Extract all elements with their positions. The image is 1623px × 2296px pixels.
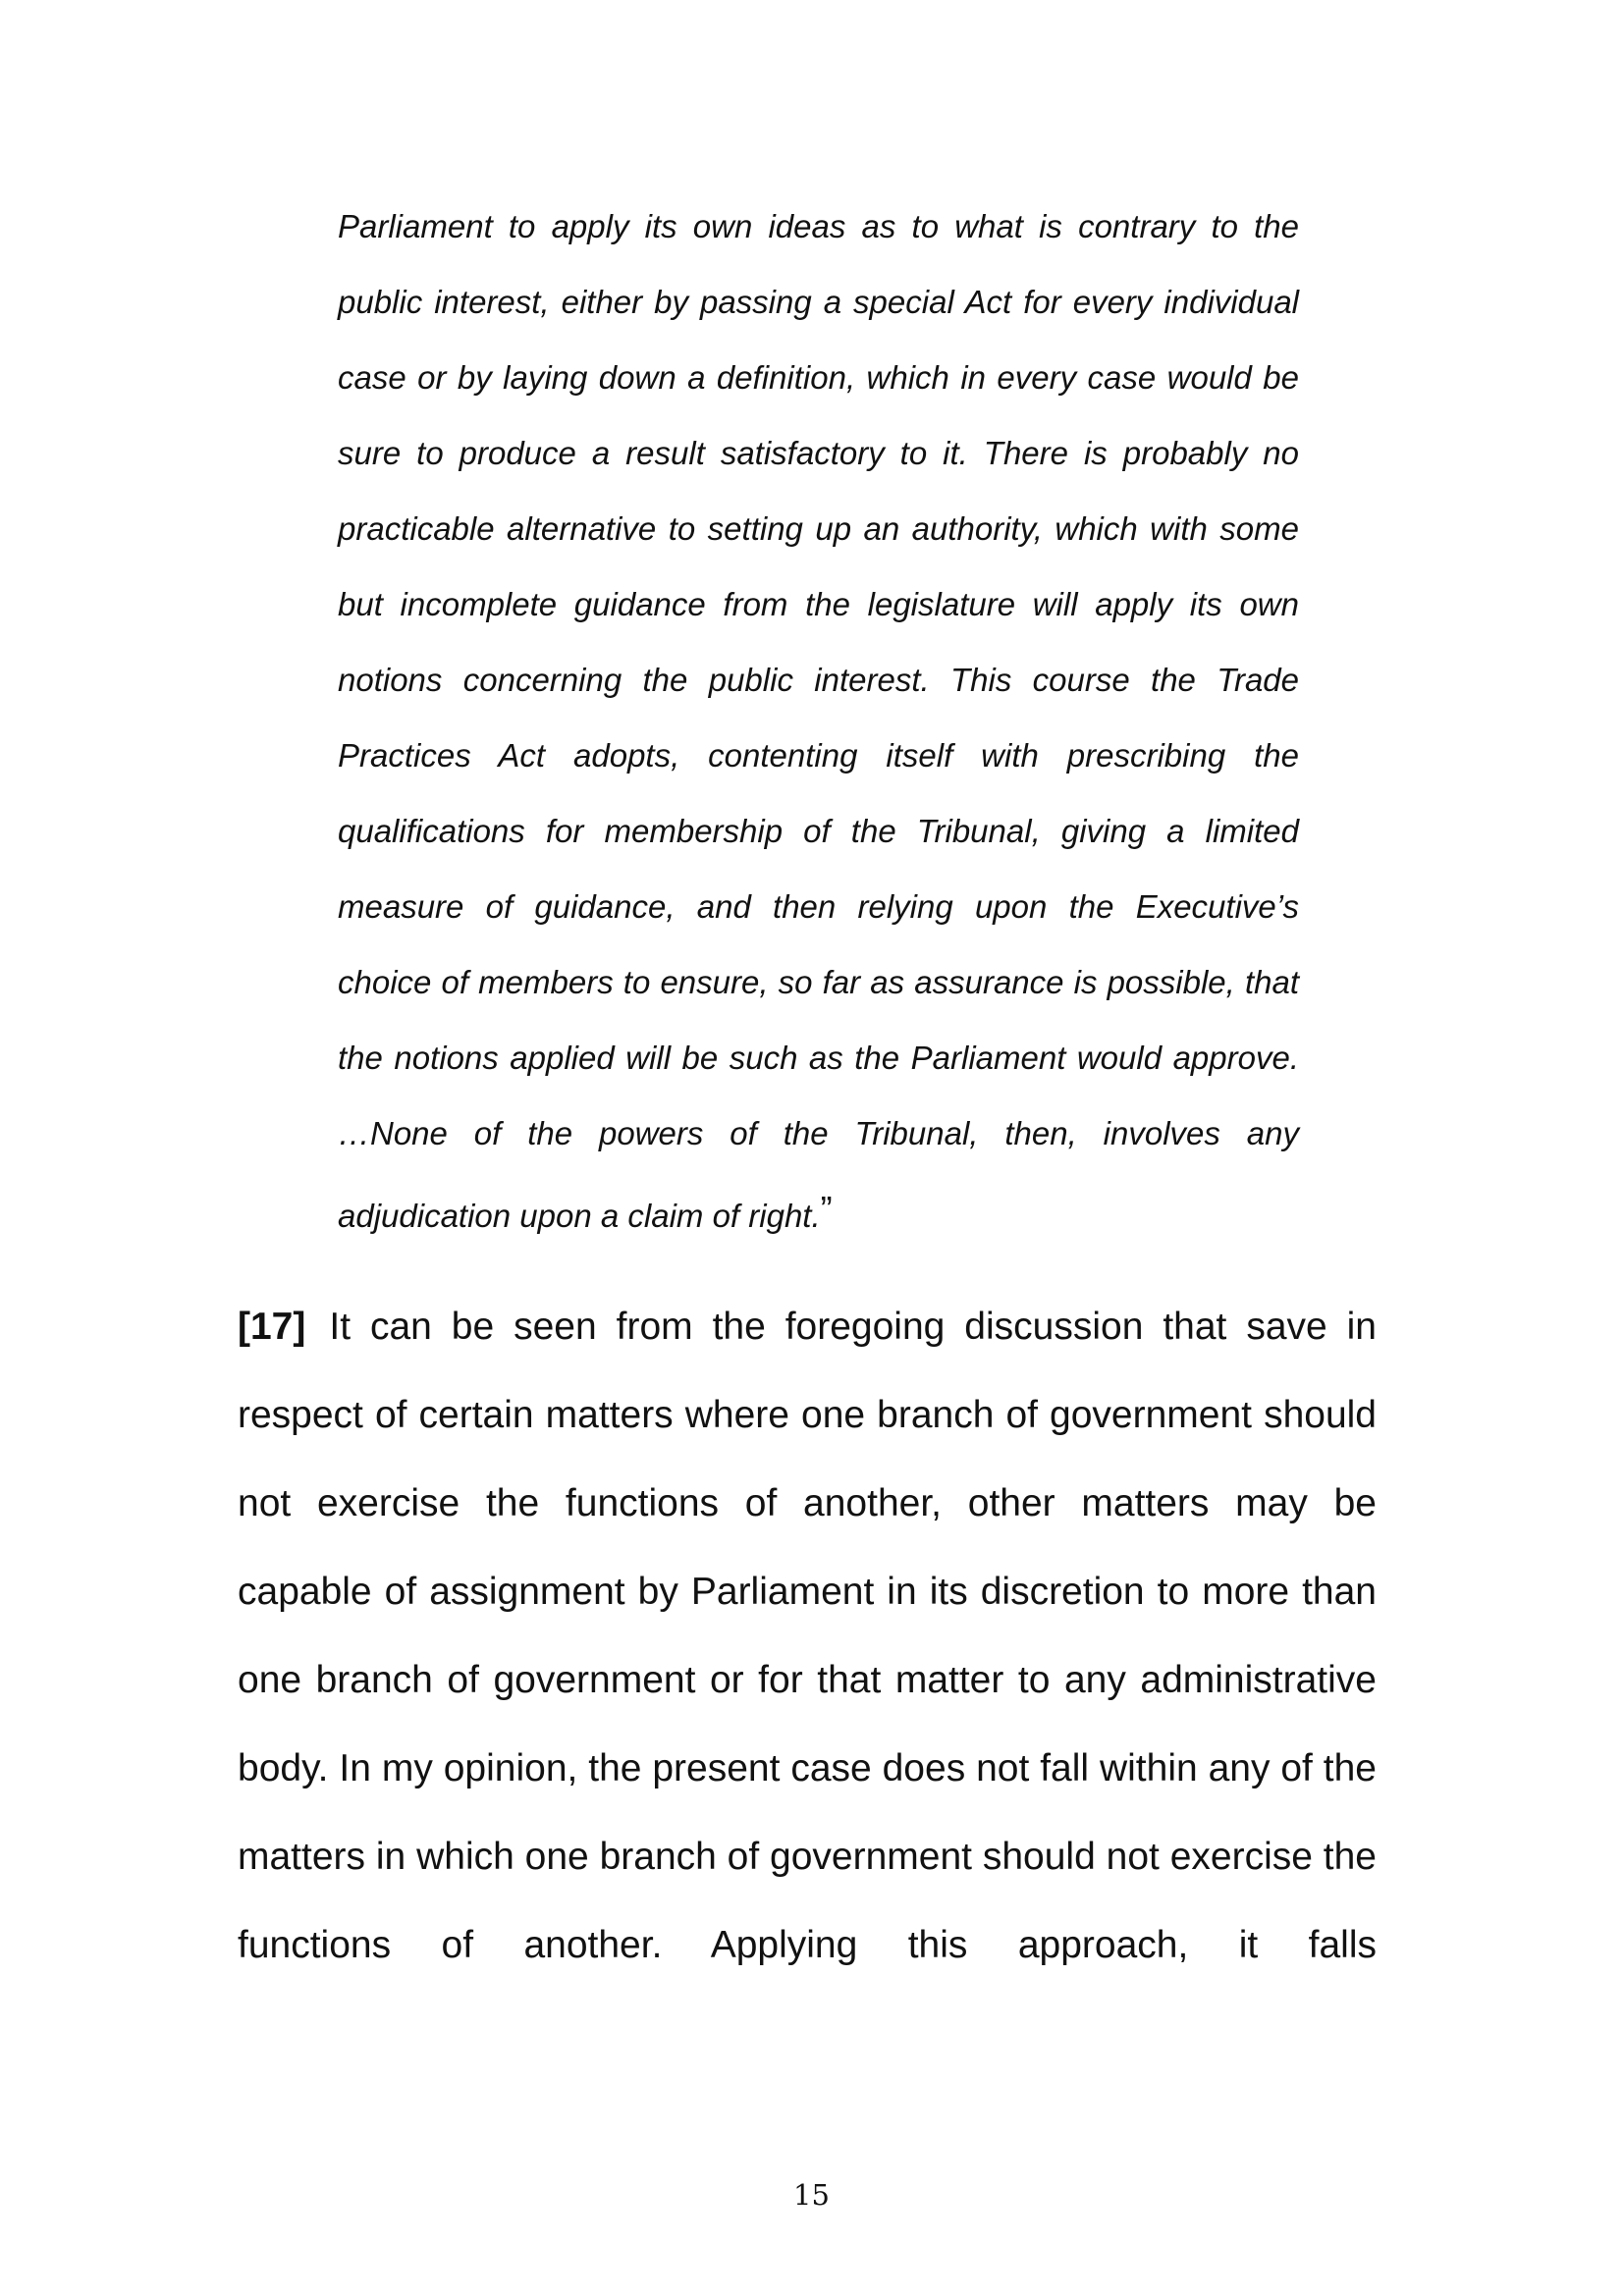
paragraph-17 [238,1283,1377,1990]
block-quote [338,188,1299,1254]
page-number: 15 [793,2178,830,2212]
paragraph-number: [17] [238,1306,306,1348]
paragraph-text: It can be seen from the foregoing discussion that save in respect of certain matters where one branch of government should not exercise the functions of another, other matters may be capable of assignment by Parliament in its discretion to more than one branch of government or for that matter to any administrative body. In my opinion, the present case does not fall within any of the matters in which one branch of government should not exercise the functions of another. Applying this approach, it falls [238,1306,1377,1966]
quote-text: Parliament to apply its own ideas as to what is contrary to the public interest, either by passing a special Act for every individual case or by laying down a definition, which in every case would be sure to produce a result satisfactory to it. There is probably no practicable alternative to setting up an authority, which with some but incomplete guidance from the legislature will apply its own notions concerning the public interest. This course the Trade Practices Act adopts, contenting itself with prescribing the qualifications for membership of the Tribunal, giving a limited measure of guidance, and then relying upon the Executive’s choice of members to ensure, so far as assurance is possible, that the notions applied will be such as the Parliament would approve. …None of the powers of the Tribunal, then, involves any adjudication upon a claim of right. [338,208,1299,1234]
closing-quote-mark: ” [820,1189,833,1229]
